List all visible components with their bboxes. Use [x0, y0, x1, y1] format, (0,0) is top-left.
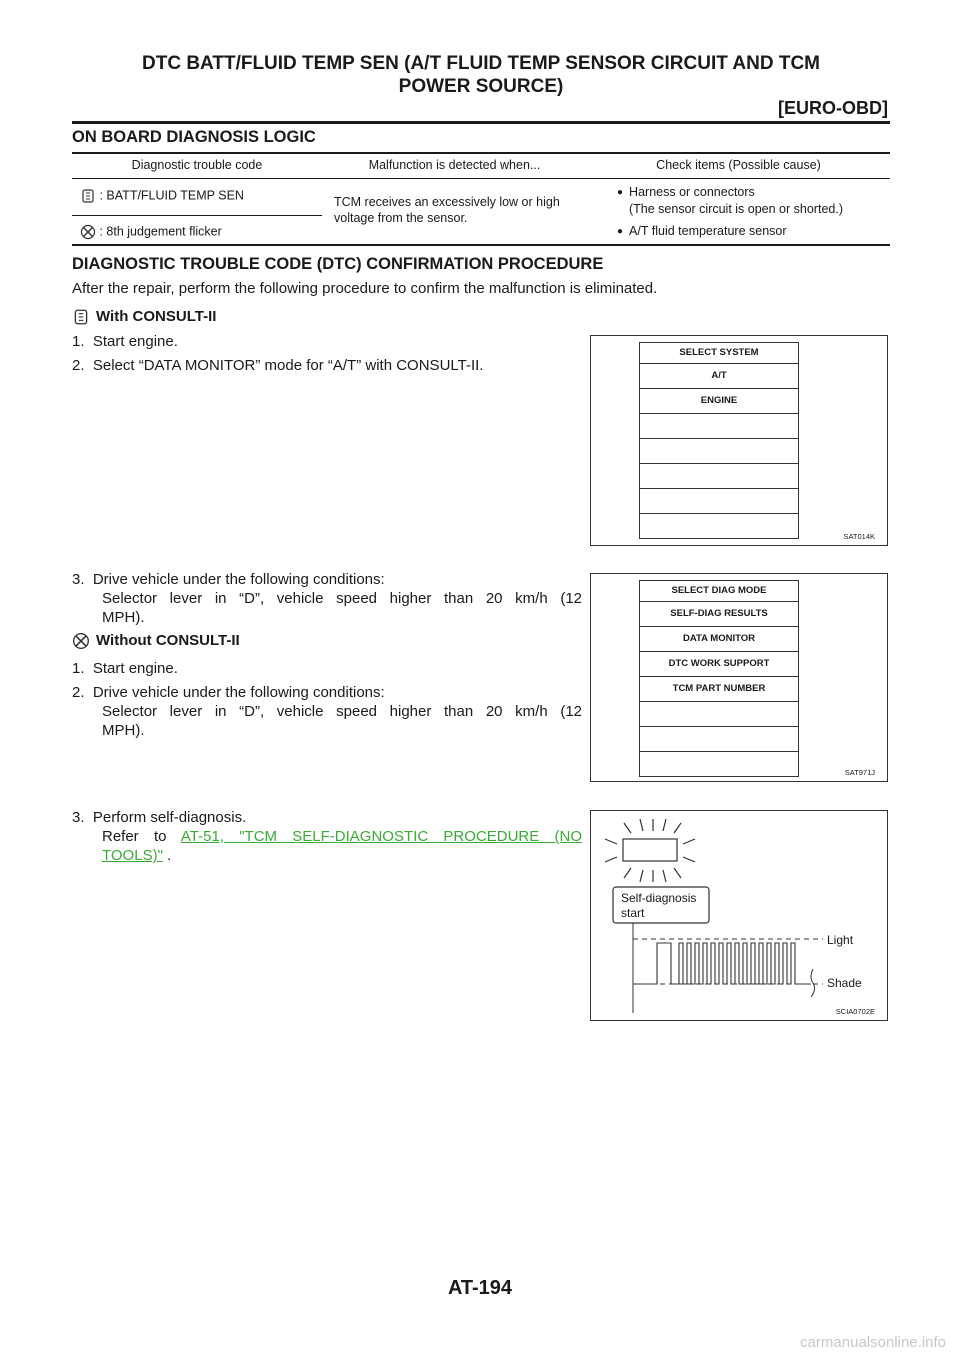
shade-label: Shade — [827, 976, 862, 990]
self-diagnosis-diagram — [591, 811, 887, 1020]
page-number: AT-194 — [447, 1277, 513, 1299]
with-consult-heading: With CONSULT-II — [72, 308, 216, 326]
no-tools-icon — [80, 224, 96, 240]
with-step-3: 3. Drive vehicle under the following conditions: Selector lever in “D”, vehicle speed higher than 20 km/h (12 MPH). — [72, 571, 582, 626]
box-label-line1: Self-diagnosis — [621, 891, 697, 905]
page-title-line2: POWER SOURCE) — [398, 76, 564, 97]
menu-item-dtc-work-support: DTC WORK SUPPORT — [640, 652, 798, 677]
box-label-line2: start — [621, 906, 645, 920]
without-step-2: 2. Drive vehicle under the following conditions: Selector lever in “D”, vehicle speed higher than 20 km/h (12 MPH). — [72, 684, 582, 739]
menu-item-empty — [640, 702, 798, 727]
page-header — [72, 52, 890, 118]
col-header-dtc: Diagnostic trouble code — [131, 158, 263, 172]
select-diag-menu — [639, 580, 799, 777]
header-rule — [72, 121, 890, 124]
menu-item-empty — [640, 727, 798, 752]
menu-item-empty — [640, 489, 798, 514]
menu-item-empty — [640, 752, 798, 776]
with-step-2: 2. Select “DATA MONITOR” mode for “A/T” with CONSULT-II. — [72, 357, 484, 374]
figure-code: SAT971J — [844, 768, 875, 777]
col-header-check-items: Check items (Possible cause) — [656, 158, 821, 172]
without-consult-heading: Without CONSULT-II — [72, 632, 240, 650]
menu-item-data-monitor: DATA MONITOR — [640, 627, 798, 652]
dtc-flicker-row — [80, 224, 222, 240]
tcm-self-diag-link-cont[interactable]: TOOLS)" — [102, 847, 163, 864]
section-tag: [EURO-OBD] — [778, 98, 888, 118]
figure-code: SCIA0702E — [835, 1007, 875, 1016]
menu-item-empty — [640, 464, 798, 489]
check-item-1: ● Harness or connectors (The sensor circuit is open or shorted.) — [617, 184, 843, 217]
consult-tool-icon — [72, 308, 90, 326]
figure-self-diagnosis — [590, 810, 888, 1021]
dtc-consult-label: : BATT/FLUID TEMP SEN — [99, 188, 244, 203]
dtc-consult-row — [80, 188, 244, 204]
menu-item-tcm-part-number: TCM PART NUMBER — [640, 677, 798, 702]
menu-item-engine: ENGINE — [640, 389, 798, 414]
menu-item-empty — [640, 414, 798, 439]
light-label: Light — [827, 933, 854, 947]
lamp-icon — [623, 839, 677, 861]
figure-select-diag-mode — [590, 573, 888, 782]
consult-tool-icon — [80, 188, 96, 204]
menu-item-empty — [640, 439, 798, 464]
menu-item-self-diag: SELF-DIAG RESULTS — [640, 602, 798, 627]
menu-item-empty — [640, 514, 798, 538]
without-step-3: 3. Perform self-diagnosis. Refer to AT-51, "TCM SELF-DIAGNOSTIC PROCEDURE (NO TOOLS)" . — [72, 809, 583, 864]
select-system-menu — [639, 342, 799, 539]
menu-item-at: A/T — [640, 364, 798, 389]
procedure-heading: DIAGNOSTIC TROUBLE CODE (DTC) CONFIRMATION PROCEDURE — [72, 255, 604, 273]
obd-logic-heading: ON BOARD DIAGNOSIS LOGIC — [72, 128, 316, 146]
watermark: carmanualsonline.info — [800, 1334, 946, 1351]
menu-title: SELECT DIAG MODE — [640, 581, 798, 602]
dtc-flicker-label: : 8th judgement flicker — [99, 224, 222, 239]
no-tools-icon — [72, 632, 90, 650]
check-item-2: ● A/T fluid temperature sensor — [617, 224, 787, 238]
with-step-1: 1. Start engine. — [72, 333, 178, 350]
without-step-1: 1. Start engine. — [72, 660, 178, 677]
tcm-self-diag-link[interactable]: AT-51, "TCM SELF-DIAGNOSTIC PROCEDURE (NO — [180, 828, 583, 845]
malfunction-text: TCM receives an excessively low or high voltage from the sensor. — [334, 195, 560, 225]
col-header-malfunction: Malfunction is detected when... — [368, 158, 541, 172]
page-title-line1: DTC BATT/FLUID TEMP SEN (A/T FLUID TEMP SENSOR CIRCUIT AND TCM — [142, 53, 820, 74]
menu-title: SELECT SYSTEM — [640, 343, 798, 364]
figure-select-system — [590, 335, 888, 546]
figure-code: SAT014K — [843, 532, 875, 541]
procedure-intro: After the repair, perform the following procedure to confirm the malfunction is eliminated. — [72, 280, 658, 297]
